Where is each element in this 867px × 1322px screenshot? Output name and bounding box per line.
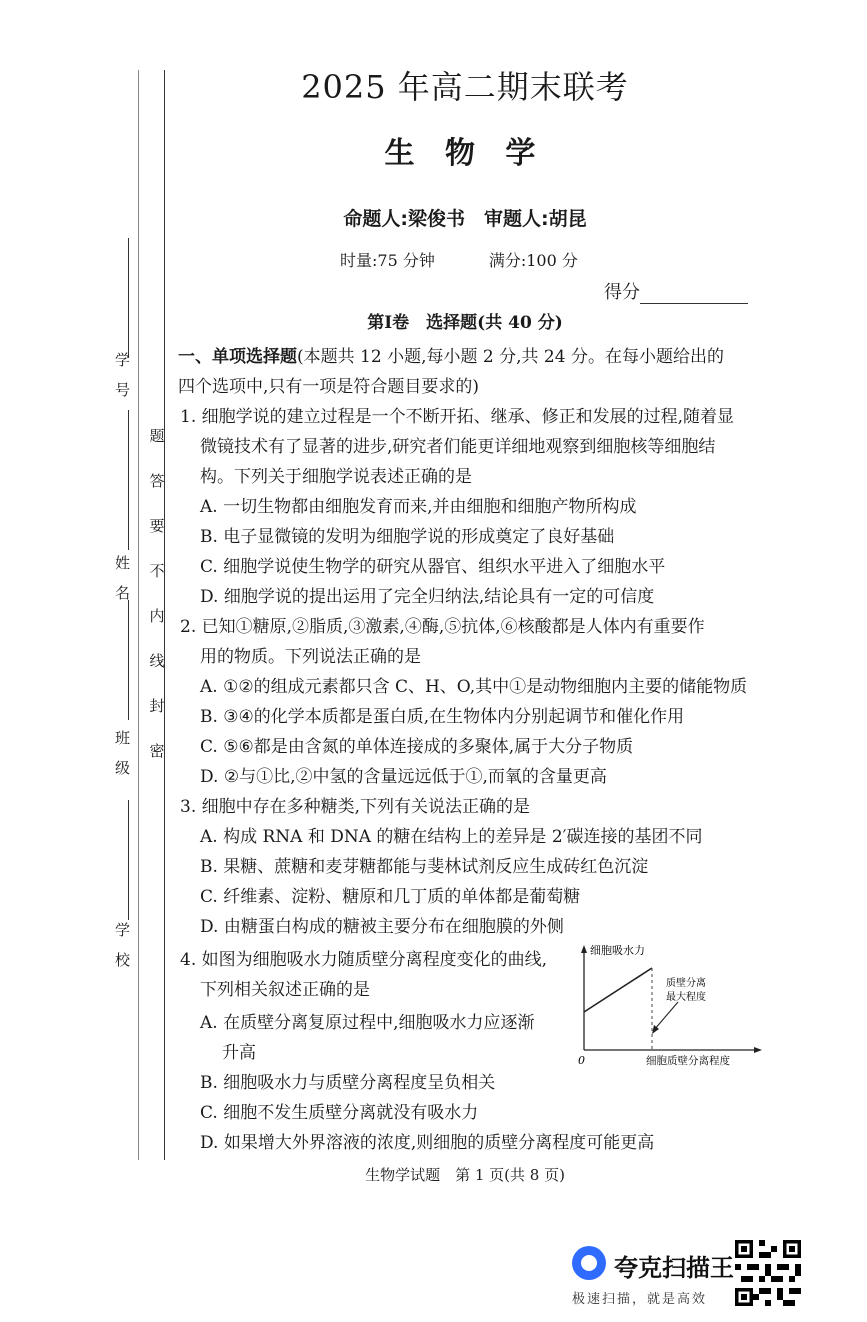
school-label: 学 校 bbox=[113, 922, 131, 967]
class-label: 班 级 bbox=[113, 730, 131, 775]
student-no-blank bbox=[128, 238, 129, 358]
score-label: 得分 bbox=[604, 282, 640, 303]
score-field bbox=[604, 278, 748, 304]
seal-char: 线 bbox=[149, 652, 165, 670]
water-absorption-graph bbox=[574, 940, 764, 1068]
question-stem: 4. 如图为细胞吸水力随质壁分离程度变化的曲线, bbox=[180, 950, 548, 970]
student-no-label: 学 号 bbox=[113, 352, 131, 397]
annotation-line-2: 最大程度 bbox=[666, 992, 706, 1003]
subject-title: 生 物 学 bbox=[384, 136, 546, 171]
exam-info bbox=[340, 248, 632, 271]
full-score: 满分:100 分 bbox=[488, 251, 578, 270]
option-d: D. 细胞学说的提出运用了完全归纳法,结论具有一定的可信度 bbox=[200, 587, 655, 607]
option-a: A. 一切生物都由细胞发育而来,并由细胞和细胞产物所构成 bbox=[200, 497, 637, 517]
seal-char: 密 bbox=[149, 742, 165, 760]
qr-code-icon bbox=[735, 1240, 801, 1306]
option-b: B. 细胞吸水力与质壁分离程度呈负相关 bbox=[200, 1073, 496, 1093]
option-d: D. ②与①比,②中氢的含量远远低于①,而氧的含量更高 bbox=[200, 767, 607, 787]
time-limit: 时量:75 分钟 bbox=[340, 251, 435, 270]
graph-svg bbox=[574, 940, 764, 1068]
option-d: D. 如果增大外界溶液的浓度,则细胞的质壁分离程度可能更高 bbox=[200, 1133, 655, 1153]
question-stem: 微镜技术有了显著的进步,研究者们能更详细地观察到细胞核等细胞结 bbox=[200, 437, 716, 457]
option-c: C. 细胞学说使生物学的研究从器官、组织水平进入了细胞水平 bbox=[200, 557, 666, 577]
part-instructions-line-1 bbox=[178, 342, 724, 367]
seal-char: 要 bbox=[149, 517, 165, 535]
annotation-line-1: 质壁分离 bbox=[666, 978, 706, 989]
option-c: C. ⑤⑥都是由含氮的单体连接成的多聚体,属于大分子物质 bbox=[200, 737, 634, 757]
option-c: C. 纤维素、淀粉、糖原和几丁质的单体都是葡萄糖 bbox=[200, 887, 581, 907]
question-stem: 下列相关叙述正确的是 bbox=[200, 980, 370, 1000]
option-c: C. 细胞不发生质壁分离就没有吸水力 bbox=[200, 1103, 479, 1123]
option-b: B. 果糖、蔗糖和麦芽糖都能与斐林试剂反应生成砖红色沉淀 bbox=[200, 857, 649, 877]
score-blank bbox=[640, 285, 748, 304]
exam-title: 2025 年高二期末联考 bbox=[301, 68, 629, 106]
seal-char: 内 bbox=[149, 607, 165, 625]
annotation-arrow bbox=[654, 1002, 678, 1030]
option-a: A. 在质壁分离复原过程中,细胞吸水力应逐渐 bbox=[200, 1013, 535, 1033]
class-blank bbox=[128, 600, 129, 720]
authors: 命题人:梁俊书 审题人:胡昆 bbox=[343, 208, 587, 230]
question-stem: 构。下列关于细胞学说表述正确的是 bbox=[200, 467, 472, 487]
seal-char: 不 bbox=[149, 562, 165, 580]
question-stem: 2. 已知①糖原,②脂质,③激素,④酶,⑤抗体,⑥核酸都是人体内有重要作 bbox=[180, 617, 705, 637]
part-title: 一、单项选择题 bbox=[178, 347, 297, 367]
origin-label: 0 bbox=[578, 1054, 585, 1067]
page-footer: 生物学试题 第 1 页(共 8 页) bbox=[365, 1166, 565, 1184]
y-axis-label: 细胞吸水力 bbox=[590, 944, 645, 957]
option-a: A. ①②的组成元素都只含 C、H、O,其中①是动物细胞内主要的储能物质 bbox=[200, 677, 748, 697]
option-d: D. 由糖蛋白构成的糖被主要分布在细胞膜的外侧 bbox=[200, 917, 564, 937]
seal-char: 封 bbox=[149, 697, 165, 715]
question-stem: 用的物质。下列说法正确的是 bbox=[200, 647, 421, 667]
x-axis-arrow bbox=[754, 1047, 762, 1053]
annotation-arrowhead bbox=[652, 1025, 659, 1034]
scanner-app-name: 夸克扫描王 bbox=[614, 1254, 734, 1282]
section-heading: 第Ⅰ卷 选择题(共 40 分) bbox=[367, 313, 563, 333]
option-a-cont: 升高 bbox=[222, 1043, 256, 1063]
question-stem: 3. 细胞中存在多种糖类,下列有关说法正确的是 bbox=[180, 797, 531, 817]
name-blank bbox=[128, 410, 129, 550]
curve bbox=[584, 968, 652, 1012]
school-blank bbox=[128, 800, 129, 920]
margin-cut-line bbox=[138, 70, 139, 1160]
scanner-slogan: 极速扫描，就是高效 bbox=[572, 1292, 708, 1307]
seal-char: 答 bbox=[149, 472, 165, 490]
x-axis-label: 细胞质壁分离程度 bbox=[646, 1055, 730, 1067]
y-axis-arrow bbox=[581, 945, 587, 953]
option-b: B. 电子显微镜的发明为细胞学说的形成奠定了良好基础 bbox=[200, 527, 615, 547]
option-a: A. 构成 RNA 和 DNA 的糖在结构上的差异是 2′碳连接的基团不同 bbox=[200, 827, 703, 847]
part-desc: (本题共 12 小题,每小题 2 分,共 24 分。在每小题给出的 bbox=[297, 347, 724, 367]
question-stem: 1. 细胞学说的建立过程是一个不断开拓、继承、修正和发展的过程,随着显 bbox=[180, 407, 735, 427]
name-label: 姓 名 bbox=[113, 555, 131, 600]
seal-char: 题 bbox=[149, 427, 165, 445]
option-b: B. ③④的化学本质都是蛋白质,在生物体内分别起调节和催化作用 bbox=[200, 707, 685, 727]
scanner-logo-icon bbox=[572, 1246, 606, 1280]
part-instructions-line-2: 四个选项中,只有一项是符合题目要求的) bbox=[178, 377, 480, 397]
